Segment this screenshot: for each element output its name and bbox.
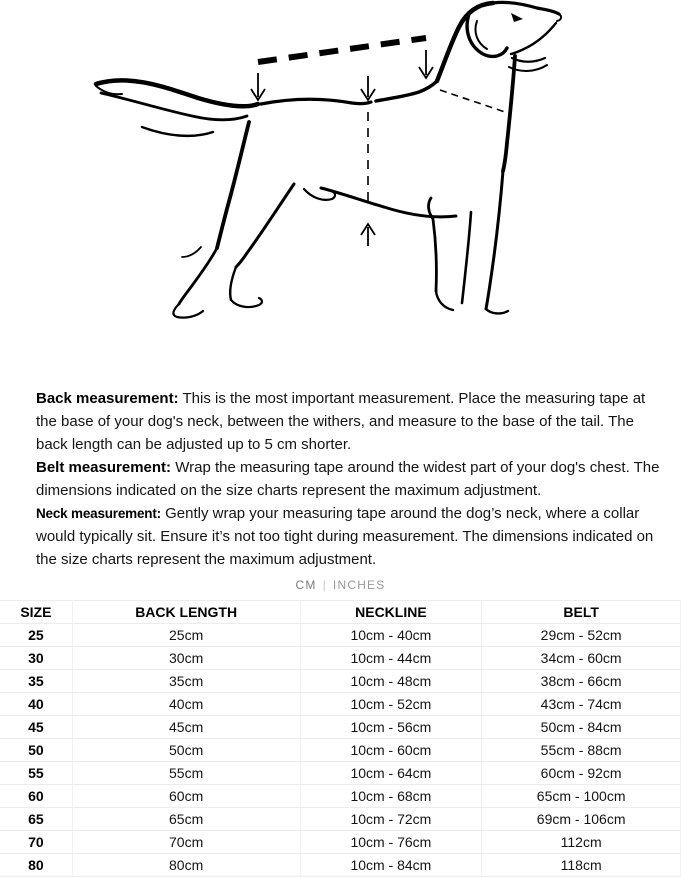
table-row [0,762,681,785]
value-cell: 10cm - 44cm [300,647,482,670]
table-row [0,670,681,693]
table-row [0,716,681,739]
belt-down-arrow-icon [361,76,375,100]
value-cell: 10cm - 60cm [300,739,482,762]
table-row [0,647,681,670]
table-row [0,785,681,808]
value-cell: 38cm - 66cm [482,670,681,693]
dog-line-art-icon [0,0,681,366]
table-row [0,693,681,716]
value-cell: 25cm [72,624,300,647]
measurement-instructions [36,387,663,571]
instruction-back [36,387,663,456]
size-cell: 80 [0,854,72,877]
value-cell: 50cm - 84cm [482,716,681,739]
value-cell: 118cm [482,854,681,877]
table-row [0,808,681,831]
value-cell: 10cm - 76cm [300,831,482,854]
back-end-arrow-icon [419,50,433,78]
neckline-dashed-line [440,90,508,113]
dog-measurement-illustration [0,0,681,366]
value-cell: 69cm - 106cm [482,808,681,831]
table-row [0,624,681,647]
instruction-neck-text: Gently wrap your measuring tape around the dog’s neck, where a collar would typically sit. Ensure it’s not too tight during measurement. The dimensions indicated on the size charts represent the maximum adjustment. [36,505,654,568]
value-cell: 35cm [72,670,300,693]
value-cell: 10cm - 68cm [300,785,482,808]
size-table-header-row [0,601,681,624]
value-cell: 29cm - 52cm [482,624,681,647]
value-cell: 65cm - 100cm [482,785,681,808]
value-cell: 30cm [72,647,300,670]
value-cell: 40cm [72,693,300,716]
unit-cm-button[interactable]: CM [295,578,317,592]
instruction-belt [36,456,663,502]
value-cell: 10cm - 64cm [300,762,482,785]
value-cell: 10cm - 56cm [300,716,482,739]
value-cell: 10cm - 72cm [300,808,482,831]
size-cell: 35 [0,670,72,693]
size-cell: 60 [0,785,72,808]
unit-divider: | [322,578,327,592]
value-cell: 10cm - 84cm [300,854,482,877]
belt-up-arrow-icon [361,224,375,246]
value-cell: 55cm [72,762,300,785]
table-row [0,854,681,877]
instruction-back-label: Back measurement: [36,390,179,407]
dog-eye-icon [511,13,523,22]
value-cell: 65cm [72,808,300,831]
value-cell: 112cm [482,831,681,854]
size-chart-table [0,600,681,877]
value-cell: 80cm [72,854,300,877]
value-cell: 70cm [72,831,300,854]
instruction-neck-label: Neck measurement: [36,506,161,521]
value-cell: 10cm - 48cm [300,670,482,693]
dog-ear-icon [467,14,507,56]
size-table-body [0,624,681,877]
value-cell: 10cm - 40cm [300,624,482,647]
instruction-back-text: This is the most important measurement. Place the measuring tape at the base of your dog's neck, between the withers, and measure to the base of the tail. The back length can be adjusted up to 5 cm shorter. [36,390,646,453]
size-cell: 30 [0,647,72,670]
value-cell: 50cm [72,739,300,762]
unit-inches-button[interactable]: INCHES [332,578,386,592]
size-cell: 70 [0,831,72,854]
column-header: BACK LENGTH [72,601,300,624]
value-cell: 43cm - 74cm [482,693,681,716]
unit-toggle [0,577,681,593]
back-length-dashed-line [258,38,426,62]
instruction-belt-label: Belt measurement: [36,459,172,476]
size-cell: 45 [0,716,72,739]
column-header: NECKLINE [300,601,482,624]
back-start-arrow-icon [251,73,265,100]
size-cell: 55 [0,762,72,785]
value-cell: 60cm [72,785,300,808]
instruction-neck [36,502,663,571]
column-header: BELT [482,601,681,624]
value-cell: 60cm - 92cm [482,762,681,785]
measurement-markers [251,38,508,246]
size-cell: 25 [0,624,72,647]
value-cell: 55cm - 88cm [482,739,681,762]
table-row [0,831,681,854]
value-cell: 34cm - 60cm [482,647,681,670]
table-row [0,739,681,762]
instruction-belt-text: Wrap the measuring tape around the widest part of your dog's chest. The dimensions indicated on the size charts represent the maximum adjustment. [36,459,660,499]
size-cell: 40 [0,693,72,716]
size-cell: 65 [0,808,72,831]
column-header: SIZE [0,601,72,624]
size-cell: 50 [0,739,72,762]
value-cell: 45cm [72,716,300,739]
value-cell: 10cm - 52cm [300,693,482,716]
